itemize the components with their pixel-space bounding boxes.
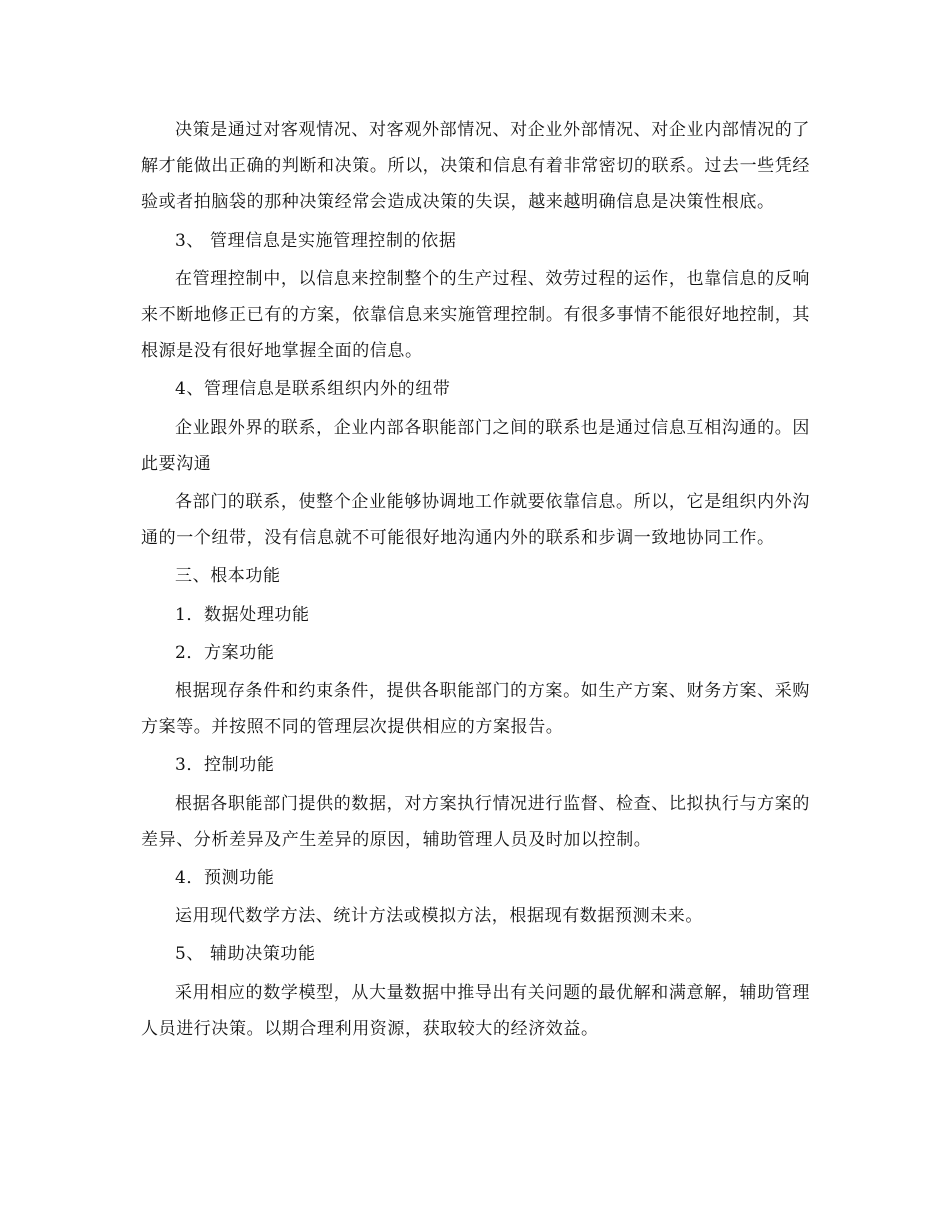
paragraph-planning-function: 根据现存条件和约束条件，提供各职能部门的方案。如生产方案、财务方案、采购方案等。并按照不同的管理层次提供相应的方案报告。 — [141, 681, 810, 738]
heading-basic-functions: 三、根本功能 — [175, 566, 281, 587]
paragraph-decision-information: 决策是通过对客观情况、对客观外部情况、对企业外部情况、对企业内部情况的了解才能做出正确的判断和决策。所以，决策和信息有着非常密切的联系。过去一些凭经验或者拍脑袋的那种决策经常会造成决策的失误，越来越明确信息是决策性根底。 — [141, 120, 810, 213]
heading-planning-function: 2．方案功能 — [175, 642, 275, 663]
heading-decision-support-function: 5、 辅助决策功能 — [175, 944, 316, 965]
heading-organization-link: 4、管理信息是联系组织内外的纽带 — [175, 379, 451, 400]
paragraph-department-coordination: 各部门的联系，使整个企业能够协调地工作就要依靠信息。所以，它是组织内外沟通的一个纽带，没有信息就不可能很好地沟通内外的联系和步调一致地协同工作。 — [141, 492, 810, 549]
paragraph-control-function: 根据各职能部门提供的数据，对方案执行情况进行监督、检查、比拟执行与方案的差异、分析差异及产生差异的原因，辅助管理人员及时加以控制。 — [141, 793, 810, 850]
heading-forecast-function: 4．预测功能 — [175, 868, 275, 889]
paragraph-external-internal-links: 企业跟外界的联系，企业内部各职能部门之间的联系也是通过信息互相沟通的。因此要沟通 — [141, 417, 810, 474]
heading-control-function: 3．控制功能 — [175, 755, 275, 776]
paragraph-management-control: 在管理控制中，以信息来控制整个的生产过程、效劳过程的运作，也靠信息的反响来不断地修正已有的方案，依靠信息来实施管理控制。有很多事情不能很好地控制，其根源是没有很好地掌握全面的信息。 — [141, 268, 810, 362]
heading-management-control-basis: 3、 管理信息是实施管理控制的依据 — [175, 230, 457, 251]
paragraph-forecast-function: 运用现代数学方法、统计方法或模拟方法，根据现有数据预测未来。 — [175, 906, 703, 927]
heading-data-processing-function: 1．数据处理功能 — [175, 604, 310, 625]
paragraph-decision-support-function: 采用相应的数学模型，从大量数据中推导出有关问题的最优解和满意解，辅助管理人员进行决策。以期合理利用资源，获取较大的经济效益。 — [141, 982, 810, 1039]
